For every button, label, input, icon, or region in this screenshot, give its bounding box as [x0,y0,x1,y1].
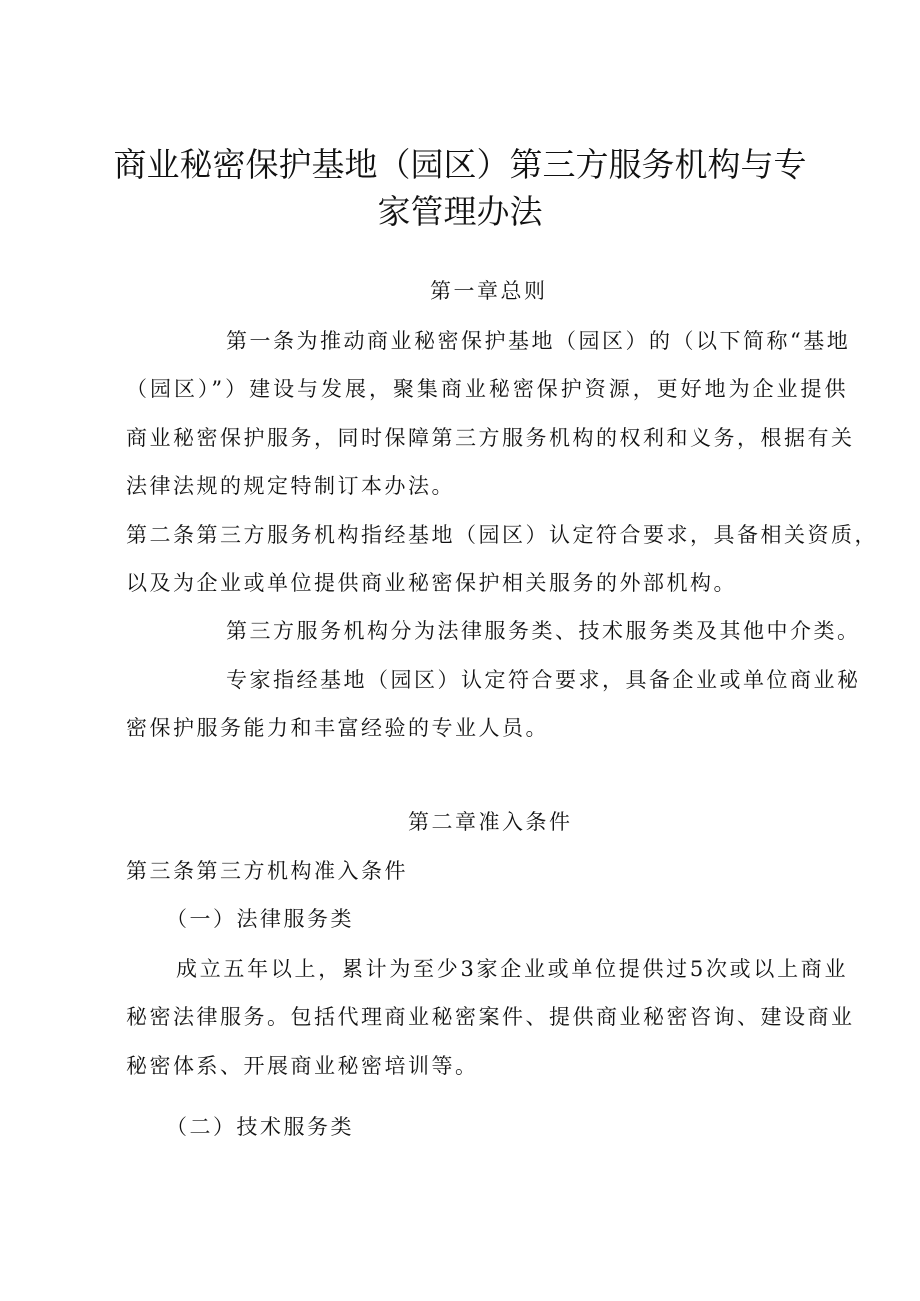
article-2-line-5: 密保护服务能力和丰富经验的专业人员。 [126,716,549,740]
article-1-line-1: 第一条为推动商业秘密保护基地（园区）的（以下简称“基地 [226,329,851,353]
item-1-label: （一）法律服务类 [166,907,354,931]
document-title-line-2: 家管理办法 [377,192,543,231]
article-1-line-3: 商业秘密保护服务，同时保障第三方服务机构的权利和义务，根据有关 [126,426,855,450]
item-1-line-1: 成立五年以上，累计为至少3家企业或单位提供过5次或以上商业 [176,957,848,981]
chapter-1-heading: 第一章总则 [430,279,548,303]
item-1-line-2: 秘密法律服务。包括代理商业秘密案件、提供商业秘密咨询、建设商业 [126,1005,855,1029]
article-1-line-4: 法律法规的规定特制订本办法。 [126,474,455,498]
item-1-line-3: 秘密体系、开展商业秘密培训等。 [126,1054,479,1078]
document-title-line-1: 商业秘密保护基地（园区）第三方服务机构与专 [113,145,807,184]
article-1-line-2: （园区）”）建设与发展，聚集商业秘密保护资源，更好地为企业提供 [126,377,848,401]
article-3-heading: 第三条第三方机构准入条件 [126,859,408,883]
article-2-line-1: 第二条第三方服务机构指经基地（园区）认定符合要求，具备相关资质， [126,523,878,547]
chapter-2-heading: 第二章准入条件 [408,810,573,834]
item-2-label: （二）技术服务类 [166,1115,354,1139]
article-2-line-4: 专家指经基地（园区）认定符合要求，具备企业或单位商业秘 [226,668,861,692]
article-2-line-2: 以及为企业或单位提供商业秘密保护相关服务的外部机构。 [126,571,737,595]
article-2-line-3: 第三方服务机构分为法律服务类、技术服务类及其他中介类。 [226,619,861,643]
